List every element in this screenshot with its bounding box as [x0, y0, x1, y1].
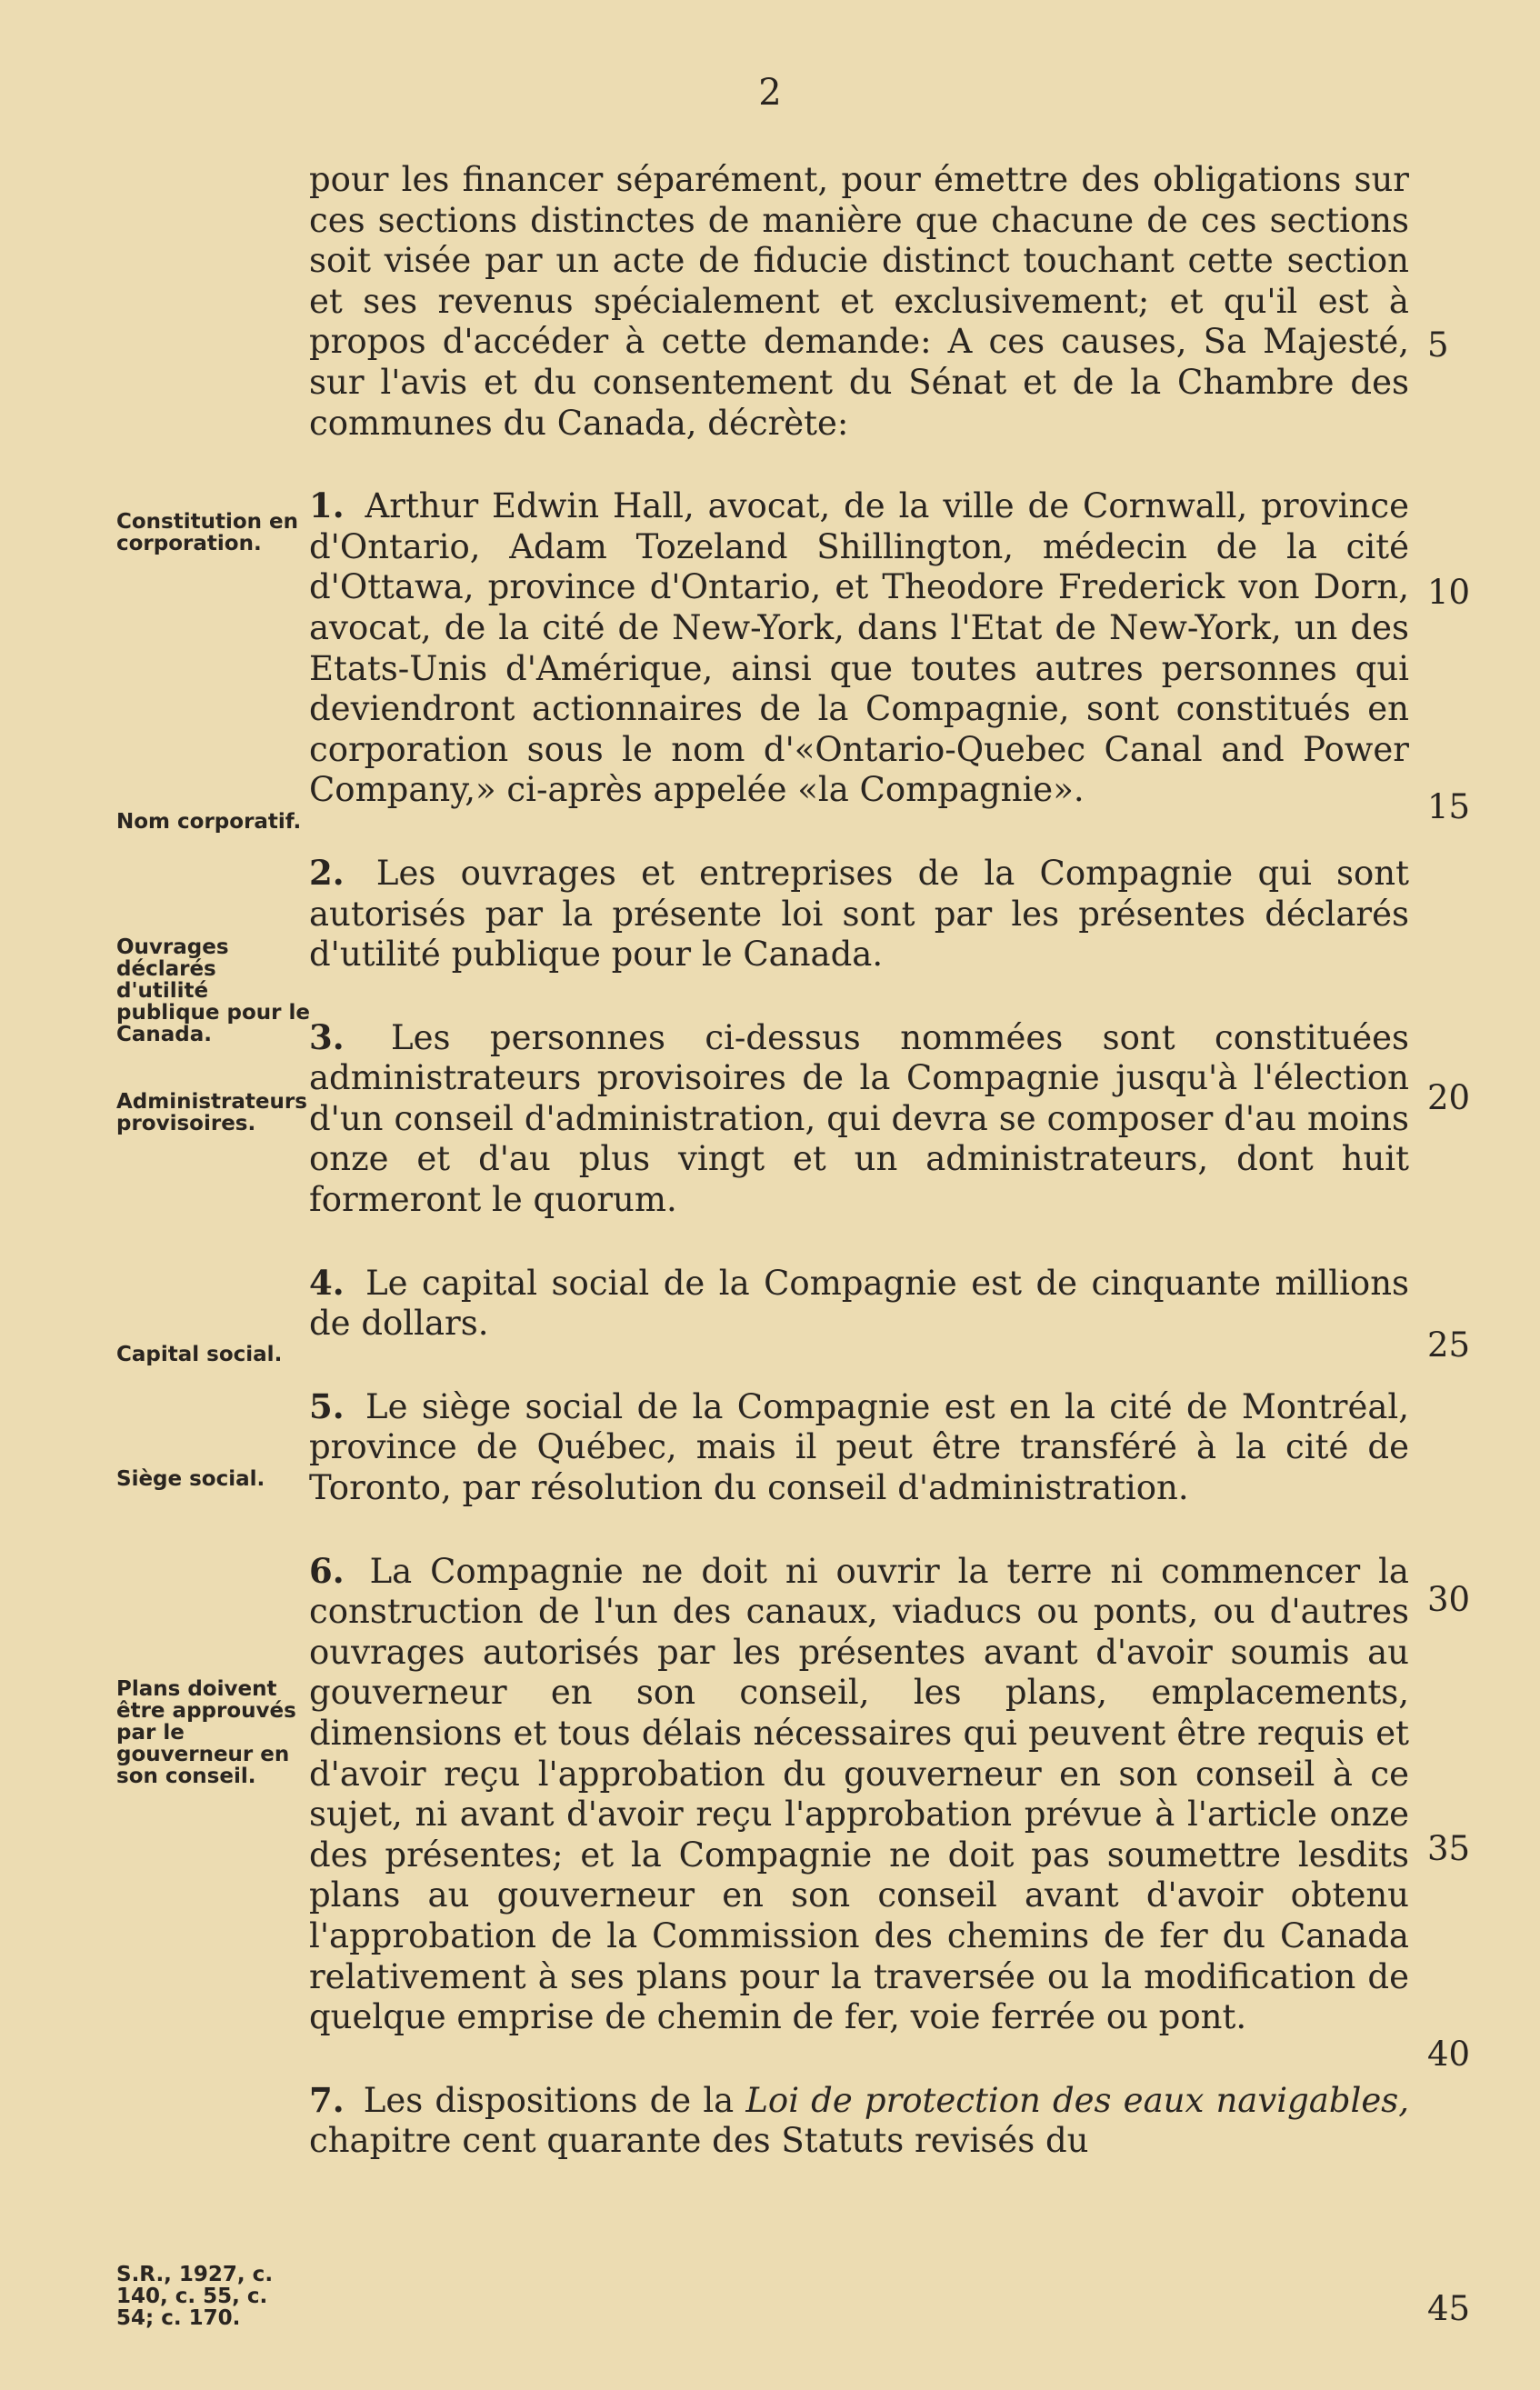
section-number: 2. [309, 852, 345, 893]
line-number: 10 [1427, 573, 1471, 612]
section-number: 4. [309, 1262, 345, 1303]
section-4 [309, 1263, 1409, 1345]
section-text: Les dispositions de la [363, 2080, 746, 2120]
margin-note-statute-reference: S.R., 1927, c. 140, c. 55, c. 54; c. 170. [116, 2263, 274, 2330]
margin-note-incorporation: Constitution en corporation. [116, 510, 299, 555]
section-number: 5. [309, 1385, 345, 1426]
section-7 [309, 2080, 1409, 2162]
line-number: 45 [1427, 2289, 1471, 2328]
margin-note-provisional-directors: Administrateurs provisoires. [116, 1090, 307, 1135]
act-title: Loi de protection des eaux navigables, [745, 2080, 1410, 2120]
section-text-continued: chapitre cent quarante des Statuts revisés du [309, 2121, 1089, 2161]
section-text: La Compagnie ne doit ni ouvrir la terre ni commencer la construction de l'un des canaux, viaducs ou ponts, ou d'autres ouvrages autorisés par les présentes avant d'avoir soumis au gouverneur en son conseil, les plans, emplacements, dimensions et tous délais nécessaires qui peuvent être requis et d'avoir reçu l'approbation du gouverneur en son conseil à ce sujet, ni avant d'avoir reçu l'approbation prévue à l'article onze des présentes; et la Compagnie ne doit pas soumettre lesdits plans au gouverneur en son conseil avant d'avoir obtenu l'approbation de la Commission des chemins de fer du Canada relativement à ses plans pour la traversée ou la modification de quelque emprise de chemin de fer, voie ferrée ou pont. [309, 1551, 1409, 2037]
section-text: Le siège social de la Compagnie est en la cité de Montréal, province de Québec, mais il peut être transféré à la cité de Toronto, par résolution du conseil d'administration. [309, 1386, 1410, 1508]
margin-note-capital: Capital social. [116, 1343, 283, 1366]
section-text: Arthur Edwin Hall, avocat, de la ville de Cornwall, province d'Ontario, Adam Tozeland Shillington, médecin de la cité d'Ottawa, province d'Ontario, et Theodore Frederick von Dorn, avocat, de la cité de New-York, dans l'Etat de New-York, un des Etats-Unis d'Amérique, ainsi que toutes autres personnes qui deviendront actionnaires de la Compagnie, sont constitués en corporation sous le nom d'«Ontario-Quebec Canal and Power Company,» ci-après appelée «la Compagnie». [309, 486, 1409, 810]
margin-note-public-utility: Ouvrages déclarés d'utilité publique pour le Canada. [116, 935, 310, 1046]
section-number: 1. [309, 485, 345, 526]
preamble-paragraph: pour les financer séparément, pour émettre des obligations sur ces sections distinctes de manière que chacune de ces sections soit visée par un acte de fiducie distinct touchant cette section et ses revenus spécialement et exclusivement; et qu'il est à propos d'accéder à cette demande: A ces causes, Sa Majesté, sur l'avis et du consentement du Sénat et de la Chambre des communes du Canada, décrète: [309, 160, 1409, 443]
section-1 [309, 485, 1409, 811]
section-number: 7. [309, 2079, 345, 2120]
line-number: 40 [1427, 2035, 1471, 2074]
body-text [309, 160, 1409, 2162]
margin-note-plans-approval: Plans doivent être approuvés par le gouverneur en son conseil. [116, 1677, 296, 1788]
line-number: 15 [1427, 787, 1471, 826]
section-6 [309, 1551, 1409, 2038]
line-number: 20 [1427, 1078, 1471, 1117]
section-3 [309, 1017, 1409, 1221]
section-text: Le capital social de la Compagnie est de cinquante millions de dollars. [309, 1263, 1410, 1344]
section-5 [309, 1386, 1409, 1509]
page-number: 2 [758, 72, 782, 114]
margin-note-corporate-name: Nom corporatif. [116, 810, 302, 834]
section-number: 6. [309, 1550, 345, 1591]
section-number: 3. [309, 1016, 345, 1057]
line-number: 30 [1427, 1580, 1471, 1619]
section-text: Les personnes ci-dessus nommées sont constituées administrateurs provisoires de la Compagnie jusqu'à l'élection d'un conseil d'administration, qui devra se composer d'au moins onze et d'au plus vingt et un administrateurs, dont huit formeront le quorum. [309, 1017, 1409, 1220]
section-2 [309, 853, 1409, 975]
line-number: 25 [1427, 1325, 1471, 1365]
margin-note-head-office: Siège social. [116, 1467, 265, 1491]
line-number: 5 [1427, 325, 1449, 365]
section-text: Les ouvrages et entreprises de la Compagnie qui sont autorisés par la présente loi sont par les présentes déclarés d'utilité publique pour le Canada. [309, 853, 1409, 975]
line-number: 35 [1427, 1829, 1471, 1868]
